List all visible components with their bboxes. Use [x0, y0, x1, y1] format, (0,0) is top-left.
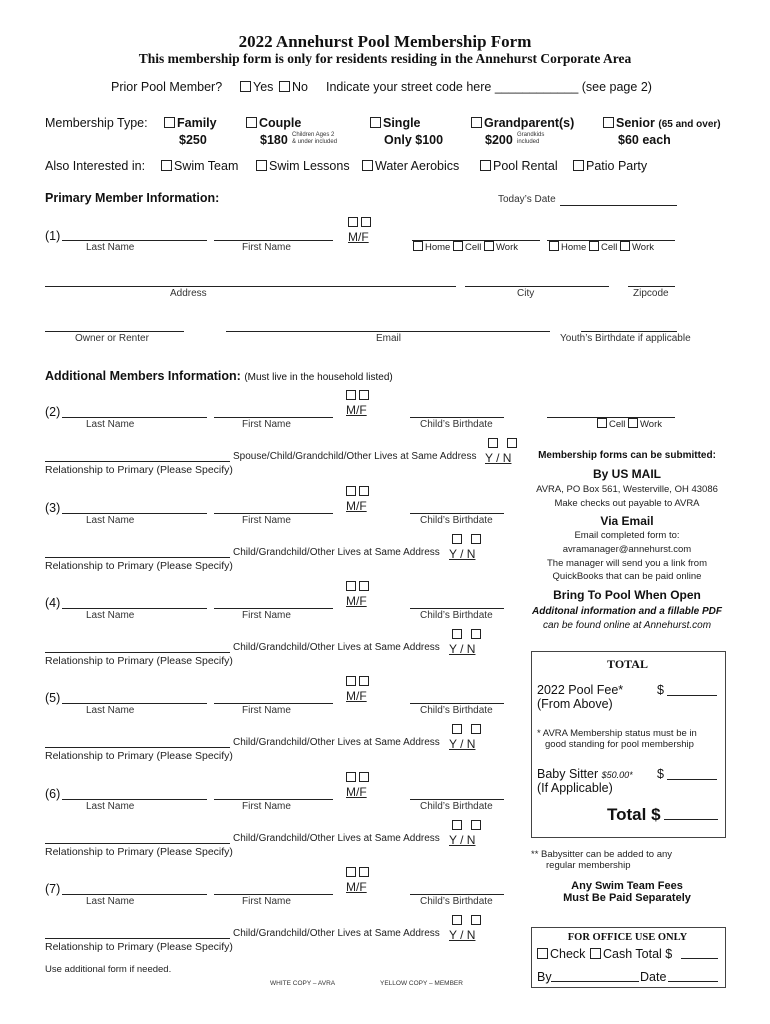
senior-price: $60 each — [618, 133, 671, 147]
city-line[interactable] — [465, 286, 609, 287]
checkbox-icon[interactable] — [471, 820, 481, 830]
member-birthdate-line[interactable] — [410, 894, 504, 895]
youth-birthdate-line[interactable] — [581, 331, 677, 332]
member-first-name-line[interactable] — [214, 608, 333, 609]
interest-swim-lessons[interactable]: Swim Lessons — [256, 159, 350, 173]
email-line3: The manager will send you a link from — [547, 558, 707, 569]
email-line1: Email completed form to: — [574, 530, 680, 541]
checkbox-icon[interactable] — [346, 581, 356, 591]
grandparent-note: Grandkids included — [517, 132, 545, 145]
member-number: (5) — [45, 691, 61, 705]
prior-member-label: Prior Pool Member? — [111, 80, 223, 94]
member-yn[interactable]: Y / N — [449, 628, 484, 656]
mail-payable: Make checks out payable to AVRA — [554, 498, 700, 509]
member-birthdate-line[interactable] — [410, 513, 504, 514]
member-birthdate-line[interactable] — [410, 417, 504, 418]
member-last-name-label: Last Name — [86, 801, 135, 812]
owner-label: Owner or Renter — [75, 333, 149, 344]
member-yn[interactable]: Y / N — [449, 533, 484, 561]
member-number: (6) — [45, 787, 61, 801]
member-first-name-line[interactable] — [214, 799, 333, 800]
member-relationship-label: Relationship to Primary (Please Specify) — [45, 846, 233, 858]
zip-line[interactable] — [628, 286, 675, 287]
checkbox-icon[interactable] — [346, 486, 356, 496]
member-last-name-line[interactable] — [62, 608, 207, 609]
member-relationship-line[interactable] — [45, 938, 230, 939]
checkbox-icon[interactable] — [471, 117, 482, 128]
office-check[interactable]: Check — [537, 947, 585, 961]
member-yn[interactable]: Y / N — [449, 819, 484, 847]
member-relationship-line[interactable] — [45, 461, 230, 462]
member-first-name-label: First Name — [242, 610, 291, 621]
member-yn[interactable]: Y / N — [449, 914, 484, 942]
checkbox-icon[interactable] — [471, 915, 481, 925]
interest-swim-team[interactable]: Swim Team — [161, 159, 238, 173]
member-mf[interactable]: M/F — [346, 580, 372, 608]
babysitter-note: ** Babysitter can be added to any regular membership — [531, 849, 673, 871]
member-last-name-line[interactable] — [62, 417, 207, 418]
owner-line[interactable] — [45, 331, 184, 332]
zip-label: Zipcode — [633, 288, 669, 299]
couple-note: Children Ages 2 & under included — [292, 132, 338, 145]
member-last-name-line[interactable] — [62, 894, 207, 895]
member-first-name-label: First Name — [242, 515, 291, 526]
member-relationship-line[interactable] — [45, 557, 230, 558]
mail-heading: By US MAIL — [592, 467, 661, 481]
member-birthdate-label: Child’s Birthdate — [420, 610, 493, 621]
member-relationship-line[interactable] — [45, 747, 230, 748]
checkbox-icon[interactable] — [359, 581, 369, 591]
member-number: (3) — [45, 501, 61, 515]
checkbox-icon[interactable] — [348, 217, 358, 227]
office-heading: FOR OFFICE USE ONLY — [567, 932, 688, 943]
checkbox-icon[interactable] — [246, 117, 257, 128]
baby-sitter-dollar: $ — [657, 767, 664, 781]
single-price: Only $100 — [384, 133, 444, 147]
checkbox-icon[interactable] — [359, 867, 369, 877]
total-label: Total $ — [607, 805, 661, 824]
member-last-name-label: Last Name — [86, 705, 135, 716]
checkbox-icon[interactable] — [452, 534, 462, 544]
checkbox-icon[interactable] — [359, 486, 369, 496]
primary-first-name-label: First Name — [242, 242, 291, 253]
member-relationship-line[interactable] — [45, 652, 230, 653]
yellow-copy-label: YELLOW COPY – MEMBER — [380, 980, 463, 987]
total-line[interactable] — [664, 819, 718, 820]
checkbox-icon[interactable] — [346, 867, 356, 877]
city-label: City — [517, 288, 535, 299]
primary-first-name-line[interactable] — [214, 240, 333, 241]
pool-fee-line[interactable] — [667, 695, 717, 696]
cash-total-line[interactable] — [681, 958, 718, 959]
member-mf[interactable]: M/F — [346, 866, 372, 894]
grandparent-option[interactable]: Grandparent(s) — [471, 116, 574, 130]
checkbox-icon[interactable] — [346, 772, 356, 782]
member-birthdate-line[interactable] — [410, 608, 504, 609]
baby-sitter-line[interactable] — [667, 779, 717, 780]
phone-2-types[interactable]: Home Cell Work — [549, 241, 654, 253]
checkbox-icon[interactable] — [628, 418, 638, 428]
member-last-name-line[interactable] — [62, 799, 207, 800]
member-first-name-label: First Name — [242, 705, 291, 716]
member-last-name-line[interactable] — [62, 513, 207, 514]
primary-last-name-line[interactable] — [62, 240, 207, 241]
checkbox-icon[interactable] — [484, 241, 494, 251]
checkbox-icon[interactable] — [161, 160, 172, 171]
checkbox-icon[interactable] — [362, 160, 373, 171]
checkbox-icon[interactable] — [361, 217, 371, 227]
member-first-name-line[interactable] — [214, 703, 333, 704]
checkbox-icon[interactable] — [597, 418, 607, 428]
address-label: Address — [170, 288, 207, 299]
prior-yes-option[interactable]: Yes — [240, 80, 273, 94]
checkbox-icon[interactable] — [549, 241, 559, 251]
family-price: $250 — [179, 133, 207, 147]
membership-type-label: Membership Type: — [45, 116, 148, 130]
member-lives-same-address: Child/Grandchild/Other Lives at Same Address — [233, 547, 440, 558]
checkbox-icon[interactable] — [452, 724, 462, 734]
checkbox-icon[interactable] — [488, 438, 498, 448]
phone-1-types[interactable]: Home Cell Work — [413, 241, 518, 253]
member-lives-same-address: Child/Grandchild/Other Lives at Same Address — [233, 928, 440, 939]
checkbox-icon[interactable] — [452, 629, 462, 639]
member-mf[interactable]: M/F — [346, 485, 372, 513]
member-birthdate-line[interactable] — [410, 799, 504, 800]
member-number: (4) — [45, 596, 61, 610]
todays-date-line[interactable] — [560, 205, 677, 206]
checkbox-icon[interactable] — [413, 241, 423, 251]
checkbox-icon[interactable] — [256, 160, 267, 171]
email-line4: QuickBooks that can be paid online — [552, 571, 702, 582]
checkbox-icon[interactable] — [359, 772, 369, 782]
member-last-name-label: Last Name — [86, 896, 135, 907]
checkbox-icon[interactable] — [452, 915, 462, 925]
member-first-name-line[interactable] — [214, 513, 333, 514]
checkbox-icon[interactable] — [480, 160, 491, 171]
page-subtitle: This membership form is only for residents residing in the Annehurst Corporate Area — [138, 51, 632, 66]
member-birthdate-line[interactable] — [410, 703, 504, 704]
checkbox-icon[interactable] — [589, 241, 599, 251]
checkbox-icon[interactable] — [471, 629, 481, 639]
family-option[interactable]: Family — [164, 116, 217, 130]
checkbox-icon[interactable] — [346, 676, 356, 686]
member-first-name-label: First Name — [242, 801, 291, 812]
primary-mf[interactable]: M/F — [348, 216, 374, 244]
member-birthdate-label: Child’s Birthdate — [420, 705, 493, 716]
member-number: (2) — [45, 405, 61, 419]
member-yn[interactable]: Y / N — [485, 437, 520, 465]
member-relationship-line[interactable] — [45, 843, 230, 844]
additional-heading: Additional Members Information: (Must live in the household listed) — [45, 369, 393, 383]
checkbox-icon[interactable] — [279, 81, 290, 92]
total-heading: TOTAL — [607, 657, 648, 671]
member-number: (7) — [45, 882, 61, 896]
todays-date-label: Today’s Date — [498, 194, 556, 205]
member-relationship-label: Relationship to Primary (Please Specify) — [45, 750, 233, 762]
white-copy-label: WHITE COPY – AVRA — [270, 980, 336, 987]
member-relationship-label: Relationship to Primary (Please Specify) — [45, 560, 233, 572]
member-first-name-label: First Name — [242, 896, 291, 907]
avra-note: * AVRA Membership status must be in good standing for pool membership — [537, 728, 697, 750]
prior-no-option[interactable]: No — [279, 80, 308, 94]
member-lives-same-address: Spouse/Child/Grandchild/Other Lives at Same Address — [233, 451, 477, 462]
checkbox-icon[interactable] — [359, 676, 369, 686]
member-first-name-label: First Name — [242, 419, 291, 430]
address-line[interactable] — [45, 286, 456, 287]
checkbox-icon[interactable] — [164, 117, 175, 128]
member-birthdate-label: Child’s Birthdate — [420, 515, 493, 526]
couple-option[interactable]: Couple — [246, 116, 301, 130]
info-line1: Additonal information and a fillable PDF — [531, 606, 722, 617]
checkbox-icon[interactable] — [573, 160, 584, 171]
pool-fee-dollar: $ — [657, 683, 664, 697]
office-date-label: Date — [640, 970, 667, 984]
single-option[interactable]: Single — [370, 116, 421, 130]
member-birthdate-label: Child’s Birthdate — [420, 419, 493, 430]
office-cash[interactable]: Cash Total $ — [590, 947, 672, 961]
member-birthdate-label: Child’s Birthdate — [420, 801, 493, 812]
interests-label: Also Interested in: — [45, 159, 146, 173]
pool-fee-label: 2022 Pool Fee* (From Above) — [537, 683, 624, 711]
member-lives-same-address: Child/Grandchild/Other Lives at Same Address — [233, 642, 440, 653]
primary-last-name-label: Last Name — [86, 242, 135, 253]
pool-heading: Bring To Pool When Open — [553, 588, 701, 602]
member-last-name-line[interactable] — [62, 703, 207, 704]
primary-number: (1) — [45, 229, 61, 243]
member-last-name-label: Last Name — [86, 610, 135, 621]
checkbox-icon[interactable] — [359, 390, 369, 400]
checkbox-icon[interactable] — [603, 117, 614, 128]
member-last-name-label: Last Name — [86, 515, 135, 526]
interest-pool-rental[interactable]: Pool Rental — [480, 159, 558, 173]
checkbox-icon[interactable] — [537, 948, 548, 959]
member-phone-types[interactable]: Cell Work — [597, 418, 662, 430]
email-label: Email — [376, 333, 402, 344]
submit-heading: Membership forms can be submitted: — [538, 450, 716, 461]
member-lives-same-address: Child/Grandchild/Other Lives at Same Address — [233, 737, 440, 748]
email-address[interactable]: avramanager@annehurst.com — [562, 544, 692, 555]
senior-option[interactable]: Senior (65 and over) — [603, 116, 721, 130]
checkbox-icon[interactable] — [471, 724, 481, 734]
email-line[interactable] — [226, 331, 550, 332]
office-by-label: By — [537, 970, 552, 984]
member-relationship-label: Relationship to Primary (Please Specify) — [45, 464, 233, 476]
member-mf[interactable]: M/F — [346, 389, 372, 417]
checkbox-icon[interactable] — [452, 820, 462, 830]
checkbox-icon[interactable] — [471, 534, 481, 544]
member-lives-same-address: Child/Grandchild/Other Lives at Same Address — [233, 833, 440, 844]
checkbox-icon[interactable] — [370, 117, 381, 128]
info-line2: can be found online at Annehurst.com — [542, 620, 712, 631]
swim-fee-note: Any Swim Team Fees Must Be Paid Separately — [563, 880, 691, 904]
grandparent-price: $200 — [485, 133, 513, 147]
member-yn[interactable]: Y / N — [449, 723, 484, 751]
baby-sitter-label: Baby Sitter $50.00* (If Applicable) — [537, 767, 633, 795]
member-mf[interactable]: M/F — [346, 675, 372, 703]
member-relationship-label: Relationship to Primary (Please Specify) — [45, 655, 233, 667]
checkbox-icon[interactable] — [240, 81, 251, 92]
primary-heading: Primary Member Information: — [45, 191, 220, 205]
member-mf[interactable]: M/F — [346, 771, 372, 799]
office-date-line[interactable] — [668, 981, 718, 982]
checkbox-icon[interactable] — [590, 948, 601, 959]
street-code-field[interactable]: Indicate your street code here ____________ (see page 2) — [326, 80, 652, 94]
member-birthdate-label: Child’s Birthdate — [420, 896, 493, 907]
checkbox-icon[interactable] — [507, 438, 517, 448]
member-last-name-label: Last Name — [86, 419, 135, 430]
checkbox-icon[interactable] — [453, 241, 463, 251]
additional-form-note: Use additional form if needed. — [45, 964, 172, 975]
checkbox-icon[interactable] — [346, 390, 356, 400]
couple-price: $180 — [260, 133, 288, 147]
member-relationship-label: Relationship to Primary (Please Specify) — [45, 941, 233, 953]
email-heading: Via Email — [600, 514, 654, 528]
mail-address: AVRA, PO Box 561, Westerville, OH 43086 — [536, 484, 718, 495]
member-first-name-line[interactable] — [214, 417, 333, 418]
checkbox-icon[interactable] — [620, 241, 630, 251]
page-title: 2022 Annehurst Pool Membership Form — [238, 32, 532, 51]
youth-birthdate-label: Youth’s Birthdate if applicable — [560, 333, 691, 344]
member-first-name-line[interactable] — [214, 894, 333, 895]
office-by-line[interactable] — [551, 981, 639, 982]
interest-water-aerobics[interactable]: Water Aerobics — [362, 159, 459, 173]
interest-patio-party[interactable]: Patio Party — [573, 159, 647, 173]
